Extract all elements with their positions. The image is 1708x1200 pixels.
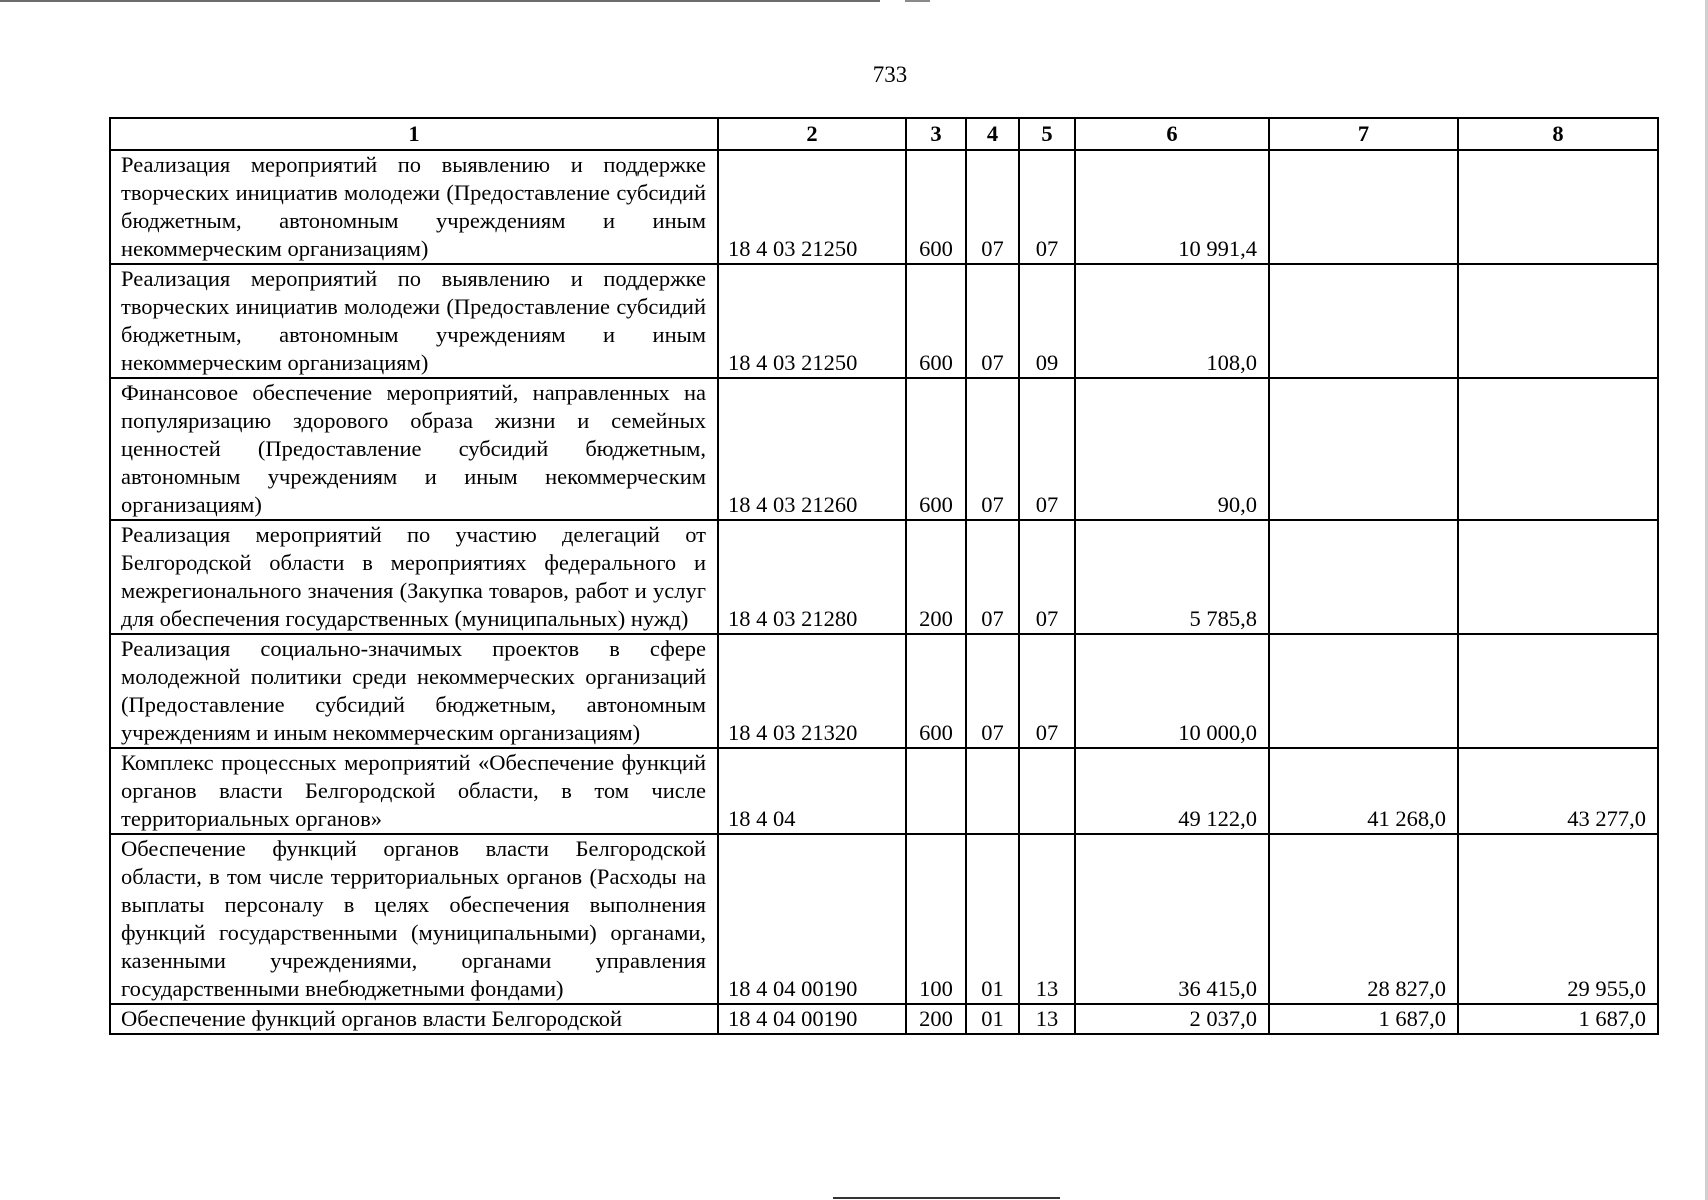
row-amount-2: 1 687,0 [1269, 1004, 1458, 1034]
column-header-2: 2 [718, 118, 906, 150]
row-description: Реализация мероприятий по выявлению и поддержке творческих инициатив молодежи (Предоставление субсидий бюджетным, автономным учреждениям и иным некоммерческим организациям) [110, 150, 718, 264]
row-section [966, 748, 1019, 834]
row-description: Комплекс процессных мероприятий «Обеспечение функций органов власти Белгородской области, в том числе территориальных органов» [110, 748, 718, 834]
row-amount-1: 2 037,0 [1075, 1004, 1269, 1034]
row-description: Обеспечение функций органов власти Белгородской [110, 1004, 718, 1034]
row-amount-3: 43 277,0 [1458, 748, 1658, 834]
row-amount-3: 1 687,0 [1458, 1004, 1658, 1034]
budget-table [109, 117, 1659, 1035]
table-row [110, 264, 1658, 378]
row-amount-1: 10 991,4 [1075, 150, 1269, 264]
bottom-rule [833, 1197, 1060, 1199]
row-target-code: 18 4 03 21320 [718, 634, 906, 748]
row-amount-2 [1269, 150, 1458, 264]
row-amount-3 [1458, 378, 1658, 520]
row-subsection: 07 [1019, 520, 1075, 634]
row-target-code: 18 4 04 00190 [718, 1004, 906, 1034]
row-amount-3: 29 955,0 [1458, 834, 1658, 1004]
row-expense-type [906, 748, 966, 834]
table-row [110, 520, 1658, 634]
row-amount-1: 5 785,8 [1075, 520, 1269, 634]
row-subsection: 07 [1019, 378, 1075, 520]
table-row [110, 1004, 1658, 1034]
row-amount-3 [1458, 634, 1658, 748]
column-header-3: 3 [906, 118, 966, 150]
row-subsection: 07 [1019, 150, 1075, 264]
header-row [110, 118, 1658, 150]
row-expense-type: 200 [906, 520, 966, 634]
row-amount-1: 49 122,0 [1075, 748, 1269, 834]
row-target-code: 18 4 03 21250 [718, 150, 906, 264]
row-expense-type: 600 [906, 264, 966, 378]
row-target-code: 18 4 04 00190 [718, 834, 906, 1004]
row-target-code: 18 4 04 [718, 748, 906, 834]
table-row [110, 378, 1658, 520]
row-section: 07 [966, 520, 1019, 634]
row-target-code: 18 4 03 21260 [718, 378, 906, 520]
row-amount-3 [1458, 520, 1658, 634]
row-section: 01 [966, 834, 1019, 1004]
row-description: Финансовое обеспечение мероприятий, направленных на популяризацию здорового образа жизни и семейных ценностей (Предоставление субсидий бюджетным, автономным учреждениям и иным некоммерческим организациям) [110, 378, 718, 520]
row-target-code: 18 4 03 21250 [718, 264, 906, 378]
row-section: 07 [966, 634, 1019, 748]
column-header-1: 1 [110, 118, 718, 150]
row-expense-type: 600 [906, 150, 966, 264]
row-section: 01 [966, 1004, 1019, 1034]
row-expense-type: 200 [906, 1004, 966, 1034]
row-amount-1: 36 415,0 [1075, 834, 1269, 1004]
row-description: Реализация социально-значимых проектов в сфере молодежной политики среди некоммерческих организаций (Предоставление субсидий бюджетным, автономным учреждениям и иным некоммерческим организациям) [110, 634, 718, 748]
page-number: 733 [872, 62, 908, 87]
column-header-7: 7 [1269, 118, 1458, 150]
row-amount-2: 41 268,0 [1269, 748, 1458, 834]
row-expense-type: 600 [906, 378, 966, 520]
row-amount-2 [1269, 378, 1458, 520]
row-amount-1: 108,0 [1075, 264, 1269, 378]
table-row [110, 748, 1658, 834]
row-amount-2 [1269, 520, 1458, 634]
row-description: Реализация мероприятий по выявлению и поддержке творческих инициатив молодежи (Предоставление субсидий бюджетным, автономным учреждениям и иным некоммерческим организациям) [110, 264, 718, 378]
row-subsection: 09 [1019, 264, 1075, 378]
row-expense-type: 600 [906, 634, 966, 748]
table-row [110, 150, 1658, 264]
row-amount-1: 90,0 [1075, 378, 1269, 520]
column-header-4: 4 [966, 118, 1019, 150]
row-amount-3 [1458, 264, 1658, 378]
column-header-5: 5 [1019, 118, 1075, 150]
row-section: 07 [966, 264, 1019, 378]
row-target-code: 18 4 03 21280 [718, 520, 906, 634]
table-row [110, 634, 1658, 748]
row-description: Обеспечение функций органов власти Белгородской области, в том числе территориальных органов (Расходы на выплаты персоналу в целях обеспечения выполнения функций государственными (муниципальными) органами, казенными учреждениями, органами управления государственными внебюджетными фондами) [110, 834, 718, 1004]
row-description: Реализация мероприятий по участию делегаций от Белгородской области в мероприятиях федерального и межрегионального значения (Закупка товаров, работ и услуг для обеспечения государственных (муниципальных) нужд) [110, 520, 718, 634]
column-header-8: 8 [1458, 118, 1658, 150]
row-amount-2 [1269, 264, 1458, 378]
row-amount-1: 10 000,0 [1075, 634, 1269, 748]
row-amount-2: 28 827,0 [1269, 834, 1458, 1004]
column-header-6: 6 [1075, 118, 1269, 150]
row-section: 07 [966, 150, 1019, 264]
scan-edge-top-fragment [905, 0, 930, 2]
row-amount-2 [1269, 634, 1458, 748]
row-amount-3 [1458, 150, 1658, 264]
scan-edge-top [0, 0, 880, 2]
row-section: 07 [966, 378, 1019, 520]
row-subsection: 13 [1019, 1004, 1075, 1034]
row-subsection [1019, 748, 1075, 834]
row-expense-type: 100 [906, 834, 966, 1004]
table-row [110, 834, 1658, 1004]
row-subsection: 13 [1019, 834, 1075, 1004]
row-subsection: 07 [1019, 634, 1075, 748]
